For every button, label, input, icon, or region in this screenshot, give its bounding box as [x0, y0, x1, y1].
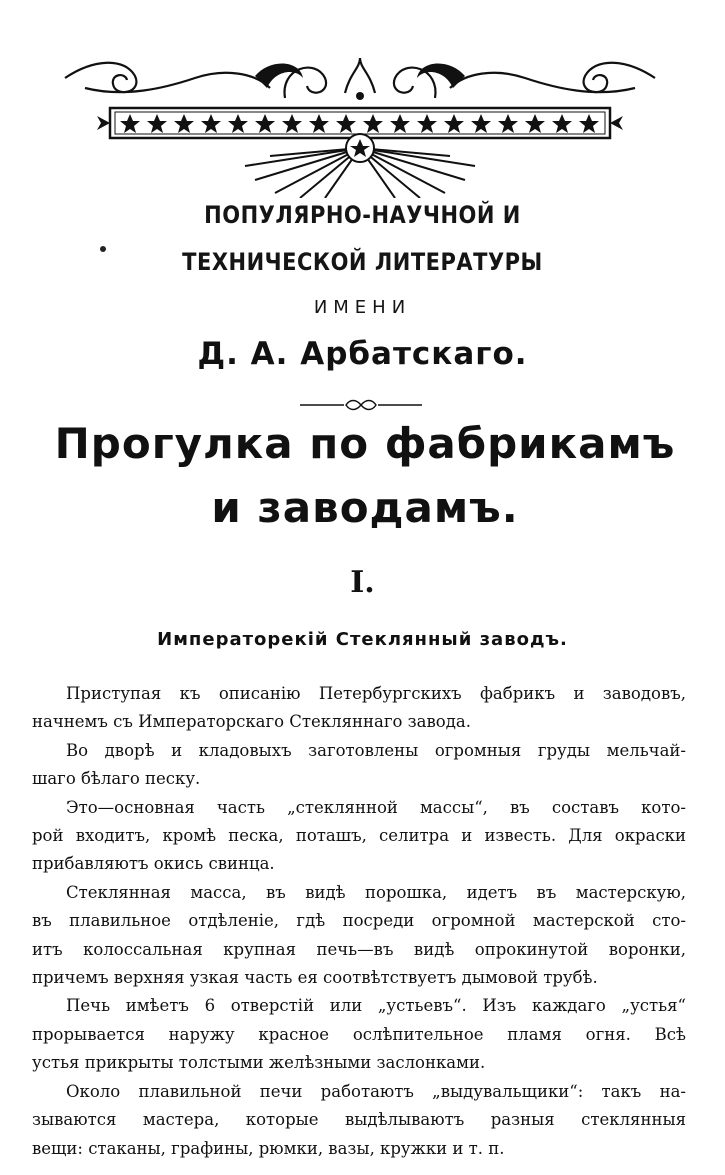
series-title-line-2: ТЕХНИЧЕСКОЙ ЛИТЕРАТУРЫ — [182, 248, 543, 276]
text-line: рой входитъ, кромѣ песка, поташъ, селитра и известь. Для окраски — [32, 826, 686, 846]
text-line: прорывается наружу красное ослѣпительное пламя огня. Всѣ — [32, 1024, 686, 1044]
text-line: Приступая къ описанію Петербургскихъ фабрикъ и заводовъ, — [66, 684, 686, 703]
divider-ornament — [300, 398, 422, 412]
text-line: итъ колоссальная крупная печь—въ видѣ опрокинутой воронки, — [32, 939, 686, 959]
text-line: шаго бѣлаго песку. — [32, 769, 201, 789]
text-line: причемъ верхняя узкая часть ея соотвѣтствуетъ дымовой трубѣ. — [32, 968, 598, 988]
text-line: Печь имѣетъ 6 отверстій или „устьевъ“. Изъ каждаго „устья“ — [66, 996, 686, 1016]
text-line: начнемъ съ Императорскаго Стекляннаго завода. — [32, 712, 471, 732]
paragraph — [32, 680, 686, 737]
text-line: Около плавильной печи работаютъ „выдувальщики“: такъ на- — [66, 1081, 686, 1101]
text-line: Во дворѣ и кладовыхъ заготовлены огромныя груды мельчай- — [66, 740, 686, 760]
paragraph — [32, 1078, 686, 1163]
paragraph — [32, 879, 686, 993]
text-line: Стеклянная масса, въ видѣ порошка, идетъ въ мастерскую, — [66, 882, 686, 902]
book-title — [30, 412, 700, 540]
body-text — [32, 680, 686, 1163]
text-line: вещи: стаканы, графины, рюмки, вазы, кружки и т. п. — [32, 1138, 505, 1158]
title-line-2: и заводамъ. — [211, 483, 519, 532]
section-heading: Императорекій Стеклянный заводъ. — [157, 629, 568, 650]
text-line: устья прикрыты толстыми желѣзными заслонками. — [32, 1053, 486, 1073]
text-line: Это—основная часть „стеклянной массы“, въ составъ кото- — [66, 797, 686, 817]
paragraph — [32, 737, 686, 794]
text-line: прибавляютъ окись свинца. — [32, 854, 275, 874]
paragraph — [32, 794, 686, 879]
text-line: въ плавильное отдѣленіе, гдѣ посреди огромной мастерской сто- — [32, 911, 686, 931]
text-line: зываются мастера, которые выдѣлываютъ разныя стеклянныя — [32, 1110, 686, 1130]
header-ornament — [55, 48, 665, 198]
publisher-name: Д. А. Арбатскаго. — [197, 336, 528, 372]
star-row-icon — [120, 114, 599, 133]
title-line-1: Прогулка по фабрикамъ — [54, 419, 676, 468]
series-title-line-3: ИМЕНИ — [313, 297, 412, 318]
series-title-line-1: ПОПУЛЯРНО-НАУЧНОЙ И — [204, 201, 521, 229]
paragraph — [32, 992, 686, 1077]
chapter-number: I. — [350, 565, 375, 600]
ink-speck — [100, 246, 106, 252]
